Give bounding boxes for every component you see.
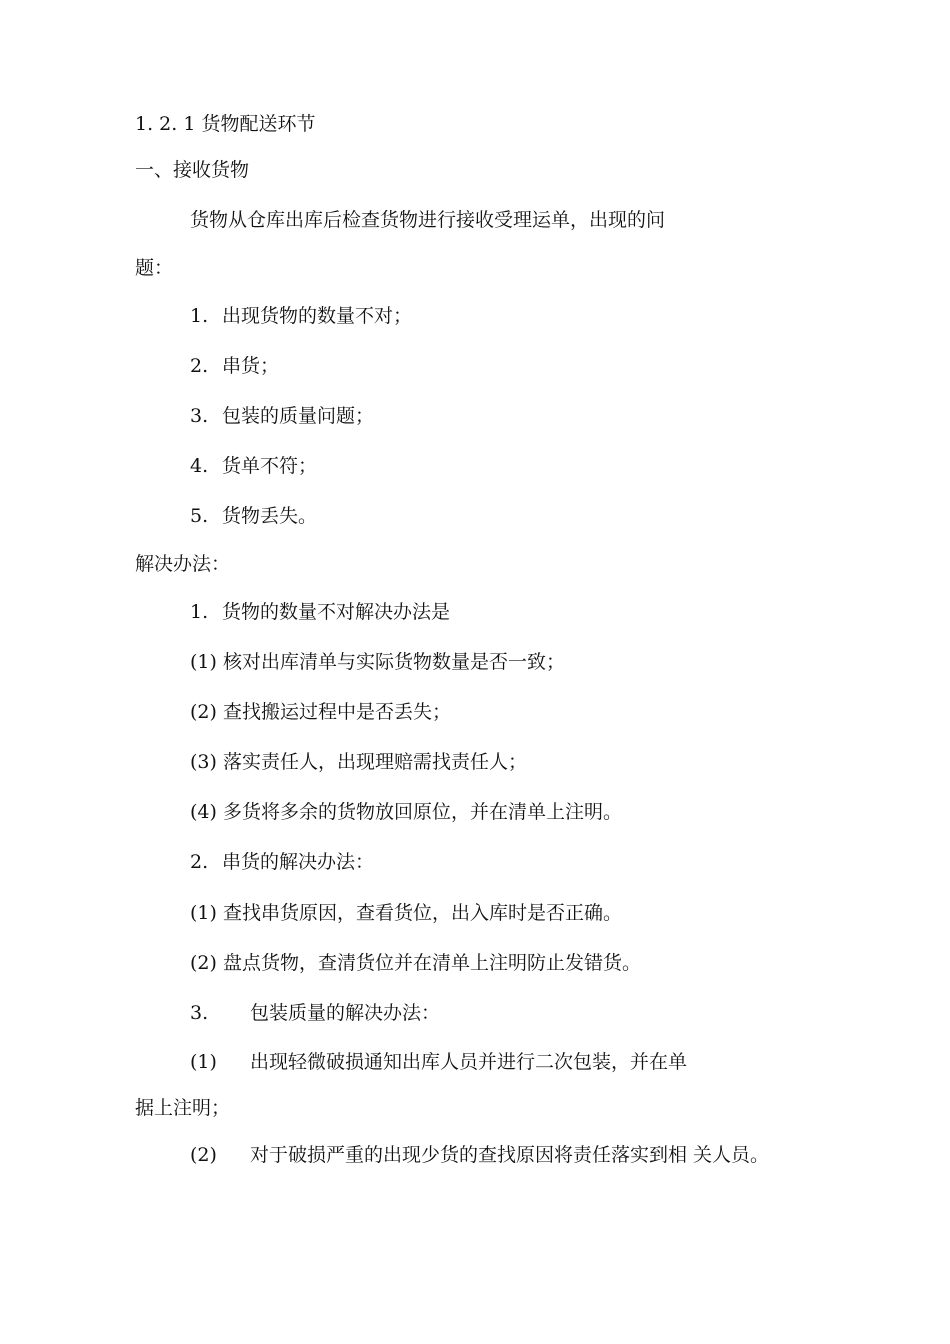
- problem-item: [190, 354, 279, 378]
- solution-title-text: 串货的解决办法：: [222, 851, 375, 873]
- problem-text: 出现货物的数量不对；: [222, 305, 413, 327]
- problem-item: [190, 504, 317, 528]
- solution-3-item: [190, 1050, 687, 1074]
- problem-number: 3.: [190, 405, 209, 427]
- intro-line-1: 货物从仓库出库后检查货物进行接收受理运单，出现的问: [190, 209, 666, 231]
- problem-text: 货物丢失。: [222, 505, 318, 527]
- problem-item: [190, 304, 412, 328]
- problem-item: [190, 404, 374, 428]
- solution-item-text: 对于破损严重的出现少货的查找原因将责任落实到相 关人员。: [250, 1144, 770, 1166]
- intro-line-2: 题：: [135, 257, 174, 279]
- problem-text: 货单不符；: [222, 455, 318, 477]
- problem-number: 4.: [190, 455, 209, 477]
- solution-item-text: 出现轻微破损通知出库人员并进行二次包装，并在单: [250, 1051, 688, 1073]
- solution-1-item: (1) 核对出库清单与实际货物数量是否一致；: [190, 651, 565, 673]
- section-heading: 1. 2. 1 货物配送环节: [135, 113, 316, 135]
- solution-number: 2.: [190, 851, 209, 873]
- solution-3-title: [190, 1001, 440, 1025]
- solution-3-item: [190, 1143, 769, 1167]
- solution-item-number: (1): [190, 1051, 217, 1073]
- problem-text: 包装的质量问题；: [222, 405, 375, 427]
- problem-item: [190, 454, 317, 478]
- problem-text: 串货；: [222, 355, 280, 377]
- problem-number: 5.: [190, 505, 209, 527]
- problem-number: 2.: [190, 355, 209, 377]
- solution-title-text: 货物的数量不对解决办法是: [222, 601, 451, 623]
- solution-item-number: (2): [190, 1144, 217, 1166]
- solution-1-item: (2) 查找搬运过程中是否丢失；: [190, 701, 451, 723]
- solution-3-item-continuation: 据上注明；: [135, 1097, 231, 1119]
- problem-number: 1.: [190, 305, 209, 327]
- solution-number: 3.: [190, 1002, 209, 1024]
- solution-1-item: (3) 落实责任人，出现理赔需找责任人；: [190, 751, 527, 773]
- section-title: 一、接收货物: [135, 159, 250, 181]
- solution-2-item: (1) 查找串货原因，查看货位，出入库时是否正确。: [190, 902, 622, 924]
- solution-2-item: (2) 盘点货物，查清货位并在清单上注明防止发错货。: [190, 952, 641, 974]
- solution-2-title: [190, 850, 374, 874]
- solution-number: 1.: [190, 601, 209, 623]
- solution-1-item: (4) 多货将多余的货物放回原位，并在清单上注明。: [190, 801, 622, 823]
- solution-title-text: 包装质量的解决办法：: [250, 1002, 441, 1024]
- solutions-label: 解决办法：: [135, 553, 231, 575]
- solution-1-title: [190, 600, 450, 624]
